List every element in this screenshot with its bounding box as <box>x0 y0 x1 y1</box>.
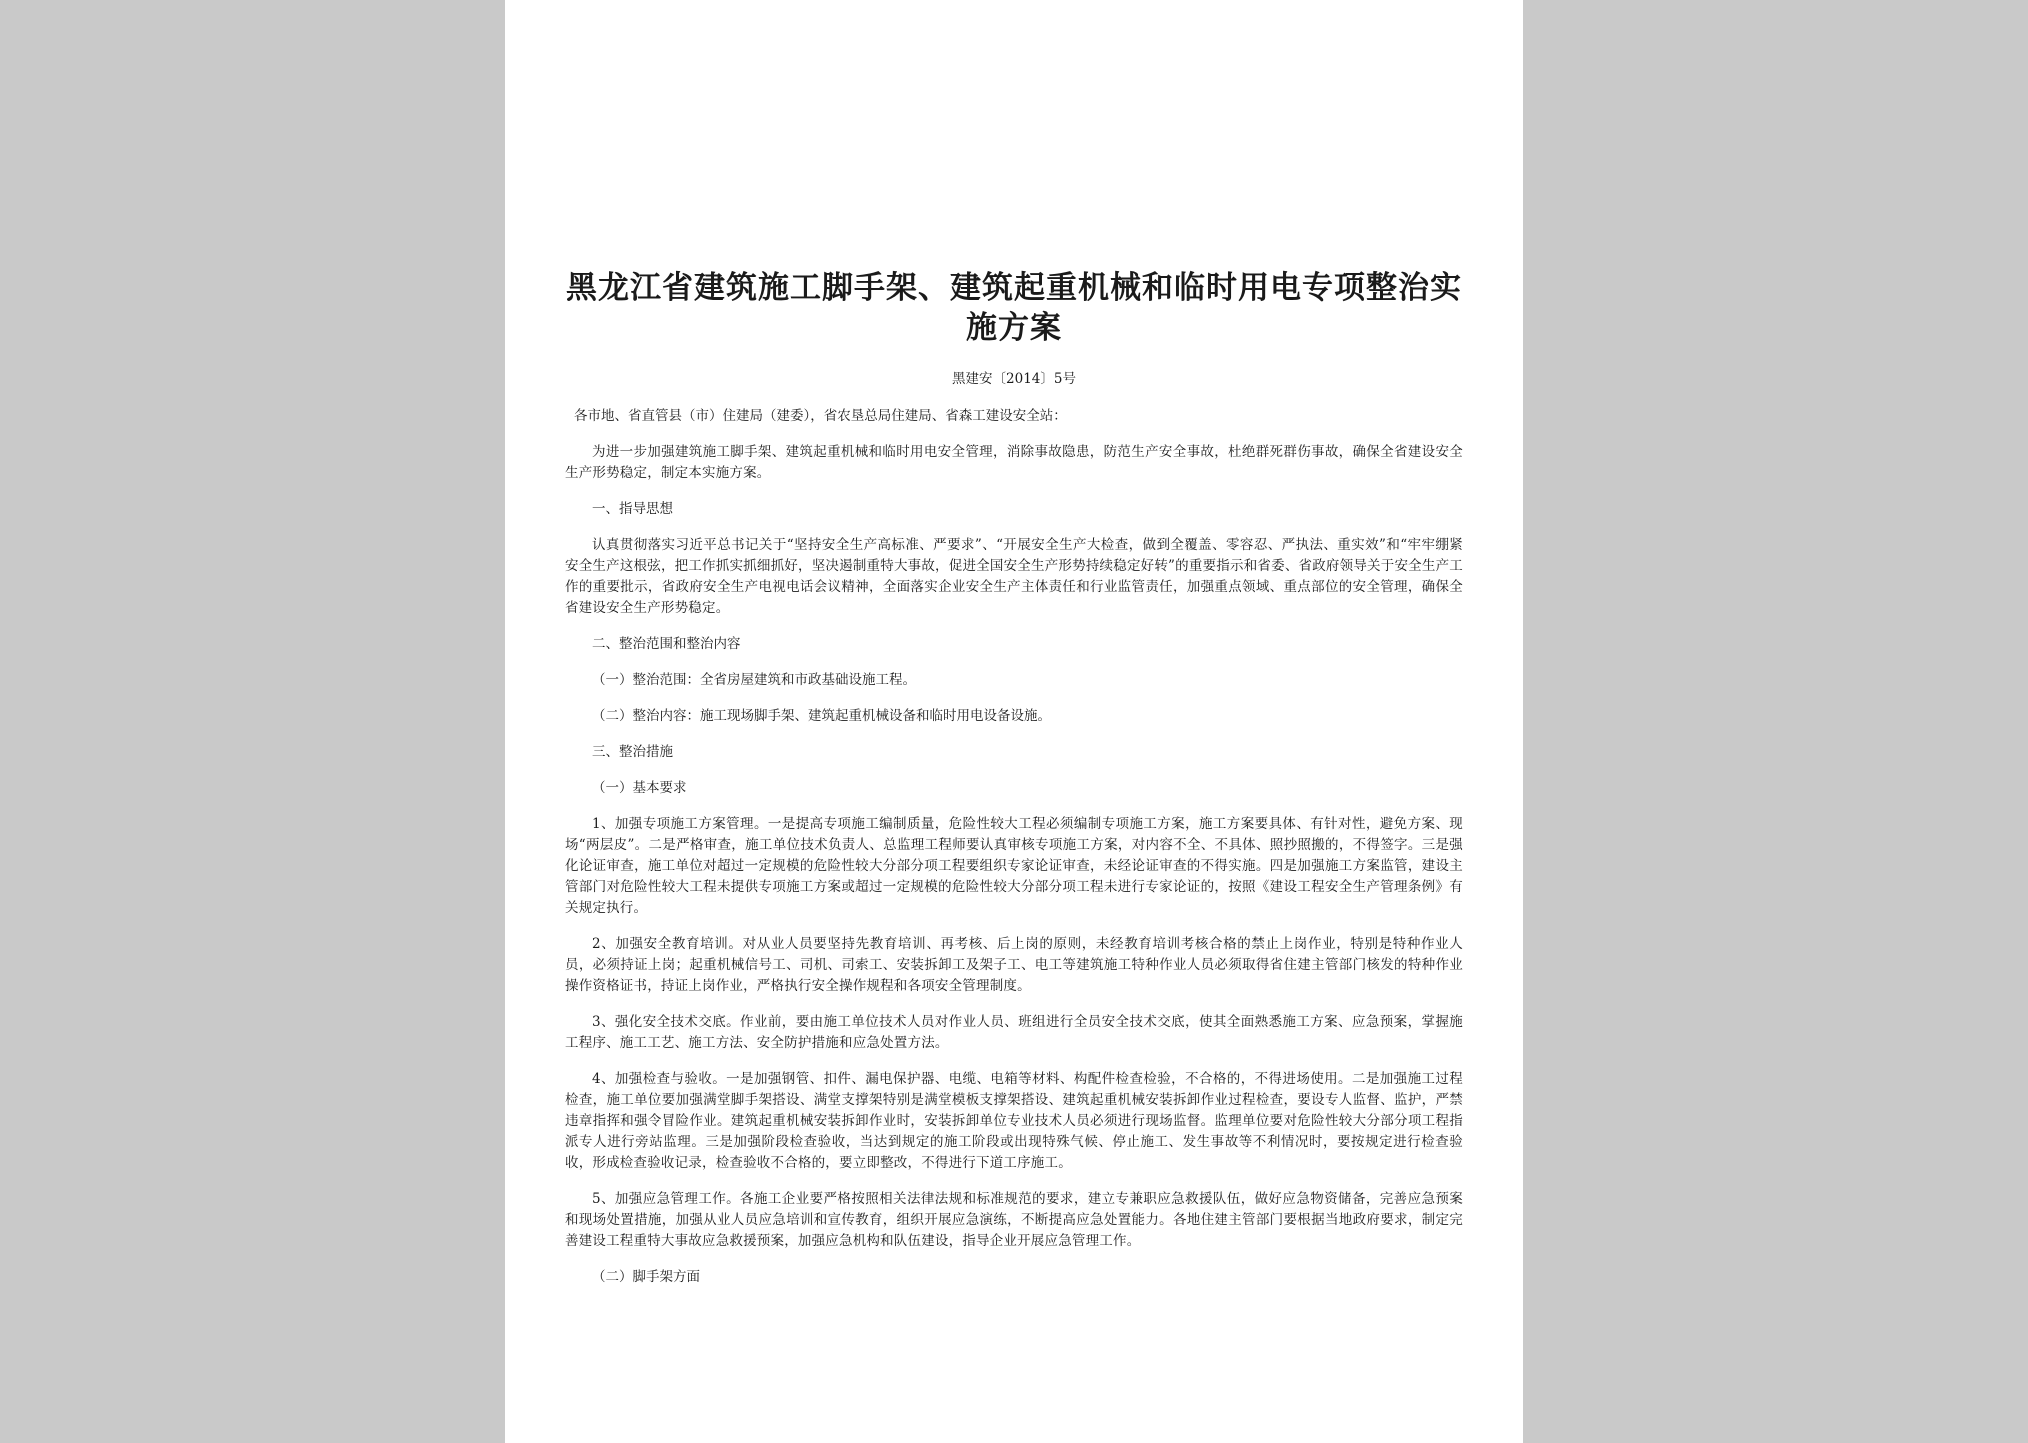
document-page <box>505 0 1523 1443</box>
subheading-scaffolding: （二）脚手架方面 <box>592 1269 700 1285</box>
intro-paragraph: 为进一步加强建筑施工脚手架、建筑起重机械和临时用电安全管理，消除事故隐患，防范生产安全事故，杜绝群死群伤事故，确保全省建设安全生产形势稳定，制定本实施方案。 <box>565 444 1463 481</box>
document-title: 黑龙江省建筑施工脚手架、建筑起重机械和临时用电专项整治实施方案 <box>566 270 1462 346</box>
measure-paragraph-5: 5、加强应急管理工作。各施工企业要严格按照相关法律法规和标准规范的要求，建立专兼职应急救援队伍，做好应急物资储备，完善应急预案和现场处置措施，加强从业人员应急培训和宣传教育，组织开展应急演练，不断提高应急处置能力。各地住建主管部门要根据当地政府要求，制定完善建设工程重特大事故应急救援预案，加强应急机构和队伍建设，指导企业开展应急管理工作。 <box>565 1191 1463 1249</box>
section-heading-guiding-ideology: 一、指导思想 <box>592 501 673 517</box>
document-number: 黑建安〔2014〕5号 <box>952 371 1076 387</box>
measure-paragraph-3: 3、强化安全技术交底。作业前，要由施工单位技术人员对作业人员、班组进行全员安全技术交底，使其全面熟悉施工方案、应急预案，掌握施工程序、施工工艺、施工方法、安全防护措施和应急处置方法。 <box>565 1014 1463 1051</box>
measure-paragraph-1: 1、加强专项施工方案管理。一是提高专项施工编制质量，危险性较大工程必须编制专项施工方案，施工方案要具体、有针对性，避免方案、现场“两层皮”。二是严格审查，施工单位技术负责人、总监理工程师要认真审核专项施工方案，对内容不全、不具体、照抄照搬的，不得签字。三是强化论证审查，施工单位对超过一定规模的危险性较大分部分项工程要组织专家论证审查，未经论证审查的不得实施。四是加强施工方案监管，建设主管部门对危险性较大工程未提供专项施工方案或超过一定规模的危险性较大分部分项工程未进行专家论证的，按照《建设工程安全生产管理条例》有关规定执行。 <box>565 816 1463 916</box>
guiding-ideology-paragraph: 认真贯彻落实习近平总书记关于“坚持安全生产高标准、严要求”、“开展安全生产大检查，做到全覆盖、零容忍、严执法、重实效”和“牢牢绷紧安全生产这根弦，把工作抓实抓细抓好，坚决遏制重特大事故，促进全国安全生产形势持续稳定好转”的重要指示和省委、省政府领导关于安全生产工作的重要批示，省政府安全生产电视电话会议精神，全面落实企业安全生产主体责任和行业监管责任，加强重点领域、重点部位的安全管理，确保全省建设安全生产形势稳定。 <box>565 537 1463 616</box>
section-heading-scope: 二、整治范围和整治内容 <box>592 636 741 652</box>
salutation: 各市地、省直管县（市）住建局（建委），省农垦总局住建局、省森工建设安全站： <box>574 408 1067 424</box>
measure-paragraph-4: 4、加强检查与验收。一是加强钢管、扣件、漏电保护器、电缆、电箱等材料、构配件检查检验，不合格的，不得进场使用。二是加强施工过程检查，施工单位要加强满堂脚手架搭设、满堂支撑架特别是满堂模板支撑架搭设、建筑起重机械安装拆卸作业过程检查，要设专人监督、监护，严禁违章指挥和强令冒险作业。建筑起重机械安装拆卸作业时，安装拆卸单位专业技术人员必须进行现场监督。监理单位要对危险性较大分部分项工程指派专人进行旁站监理。三是加强阶段检查验收，当达到规定的施工阶段或出现特殊气候、停止施工、发生事故等不利情况时，要按规定进行检查验收，形成检查验收记录，检查验收不合格的，要立即整改，不得进行下道工序施工。 <box>565 1071 1463 1171</box>
section-heading-measures: 三、整治措施 <box>592 744 673 760</box>
content-item: （二）整治内容：施工现场脚手架、建筑起重机械设备和临时用电设备设施。 <box>592 708 1051 724</box>
measure-paragraph-2: 2、加强安全教育培训。对从业人员要坚持先教育培训、再考核、后上岗的原则，未经教育培训考核合格的禁止上岗作业，特别是特种作业人员，必须持证上岗；起重机械信号工、司机、司索工、安装拆卸工及架子工、电工等建筑施工特种作业人员必须取得省住建主管部门核发的特种作业操作资格证书，持证上岗作业，严格执行安全操作规程和各项安全管理制度。 <box>565 936 1463 994</box>
scope-item: （一）整治范围：全省房屋建筑和市政基础设施工程。 <box>592 672 916 688</box>
subheading-basic-requirements: （一）基本要求 <box>592 780 687 796</box>
